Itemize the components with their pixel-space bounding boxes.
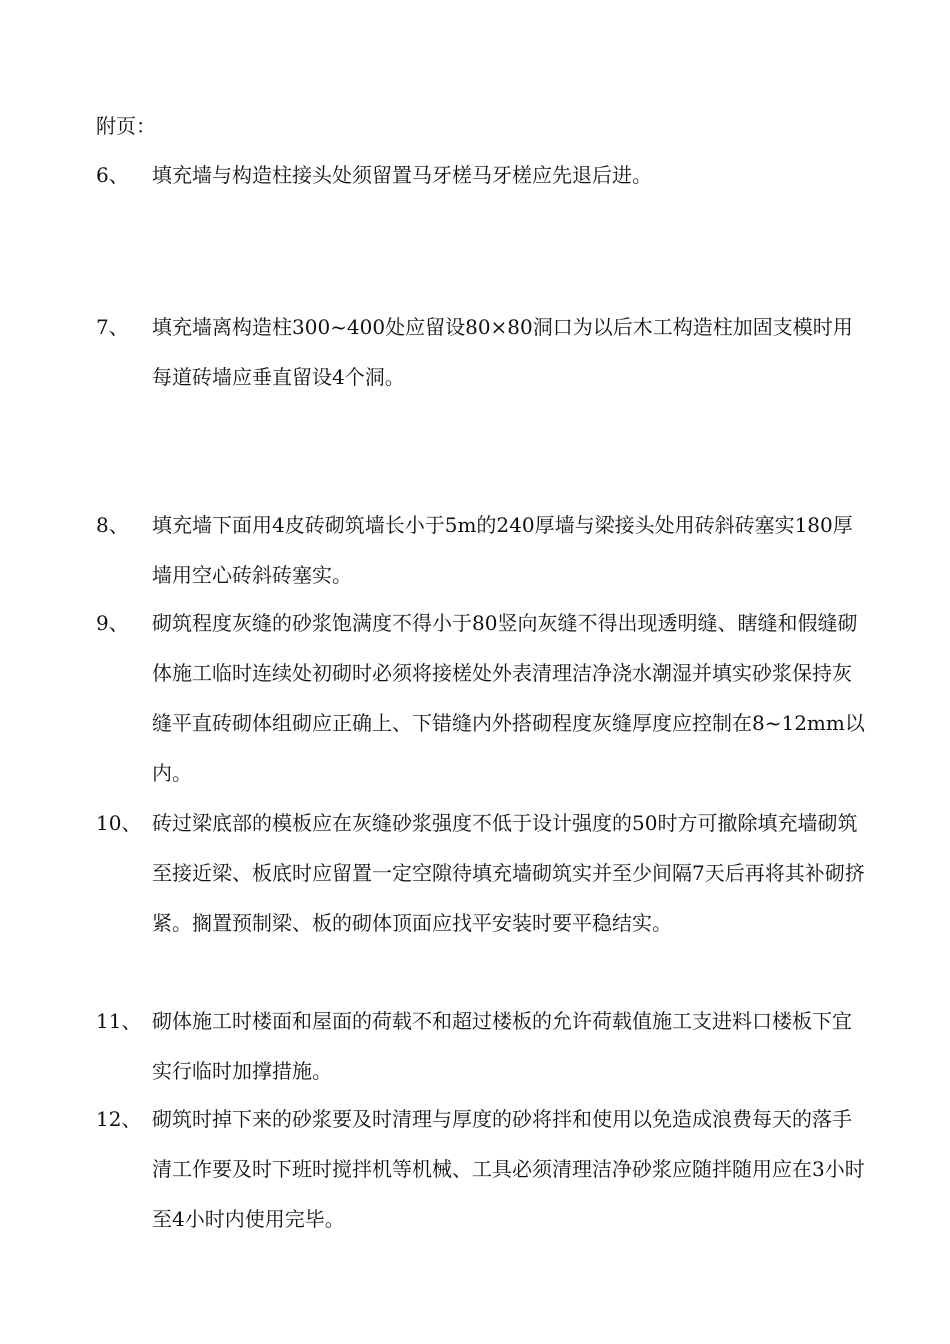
- list-item: [96, 996, 866, 1096]
- list-item: [96, 302, 866, 402]
- item-number: 9、: [96, 611, 129, 635]
- list-item: [96, 598, 866, 798]
- list-item: [96, 150, 866, 200]
- item-text: 填充墙与构造柱接头处须留置马牙槎马牙槎应先退后进。: [152, 163, 652, 187]
- item-text: 砌体施工时楼面和屋面的荷载不和超过楼板的允许荷载值施工支进料口楼板下宜实行临时加撑措施。: [152, 1009, 852, 1083]
- page-heading: 附页：: [96, 114, 156, 138]
- list-item: [96, 1094, 866, 1244]
- list-item: [96, 798, 866, 948]
- item-number: 12、: [96, 1107, 142, 1131]
- item-text: 填充墙离构造柱300~400处应留设80×80洞口为以后木工构造柱加固支模时用每道砖墙应垂直留设4个洞。: [152, 315, 853, 389]
- item-text: 砌筑程度灰缝的砂浆饱满度不得小于80竖向灰缝不得出现透明缝、瞎缝和假缝砌体施工临时连续处初砌时必须将接槎处外表清理洁净浇水潮湿并填实砂浆保持灰缝平直砖砌体组砌应正确上、下错缝内外搭砌程度灰缝厚度应控制在8~12mm以内。: [152, 611, 865, 785]
- item-number: 6、: [96, 163, 129, 187]
- item-number: 11、: [96, 1009, 142, 1033]
- item-text: 填充墙下面用4皮砖砌筑墙长小于5m的240厚墙与梁接头处用砖斜砖塞实180厚墙用空心砖斜砖塞实。: [152, 513, 853, 587]
- item-text: 砖过梁底部的模板应在灰缝砂浆强度不低于设计强度的50时方可撤除填充墙砌筑至接近梁、板底时应留置一定空隙待填充墙砌筑实并至少间隔7天后再将其补砌挤紧。搁置预制梁、板的砌体顶面应找平安装时要平稳结实。: [152, 811, 865, 935]
- list-item: [96, 500, 866, 600]
- item-number: 8、: [96, 513, 129, 537]
- item-text: 砌筑时掉下来的砂浆要及时清理与厚度的砂将拌和使用以免造成浪费每天的落手清工作要及时下班时搅拌机等机械、工具必须清理洁净砂浆应随拌随用应在3小时至4小时内使用完毕。: [152, 1107, 865, 1231]
- item-number: 7、: [96, 315, 129, 339]
- item-number: 10、: [96, 811, 142, 835]
